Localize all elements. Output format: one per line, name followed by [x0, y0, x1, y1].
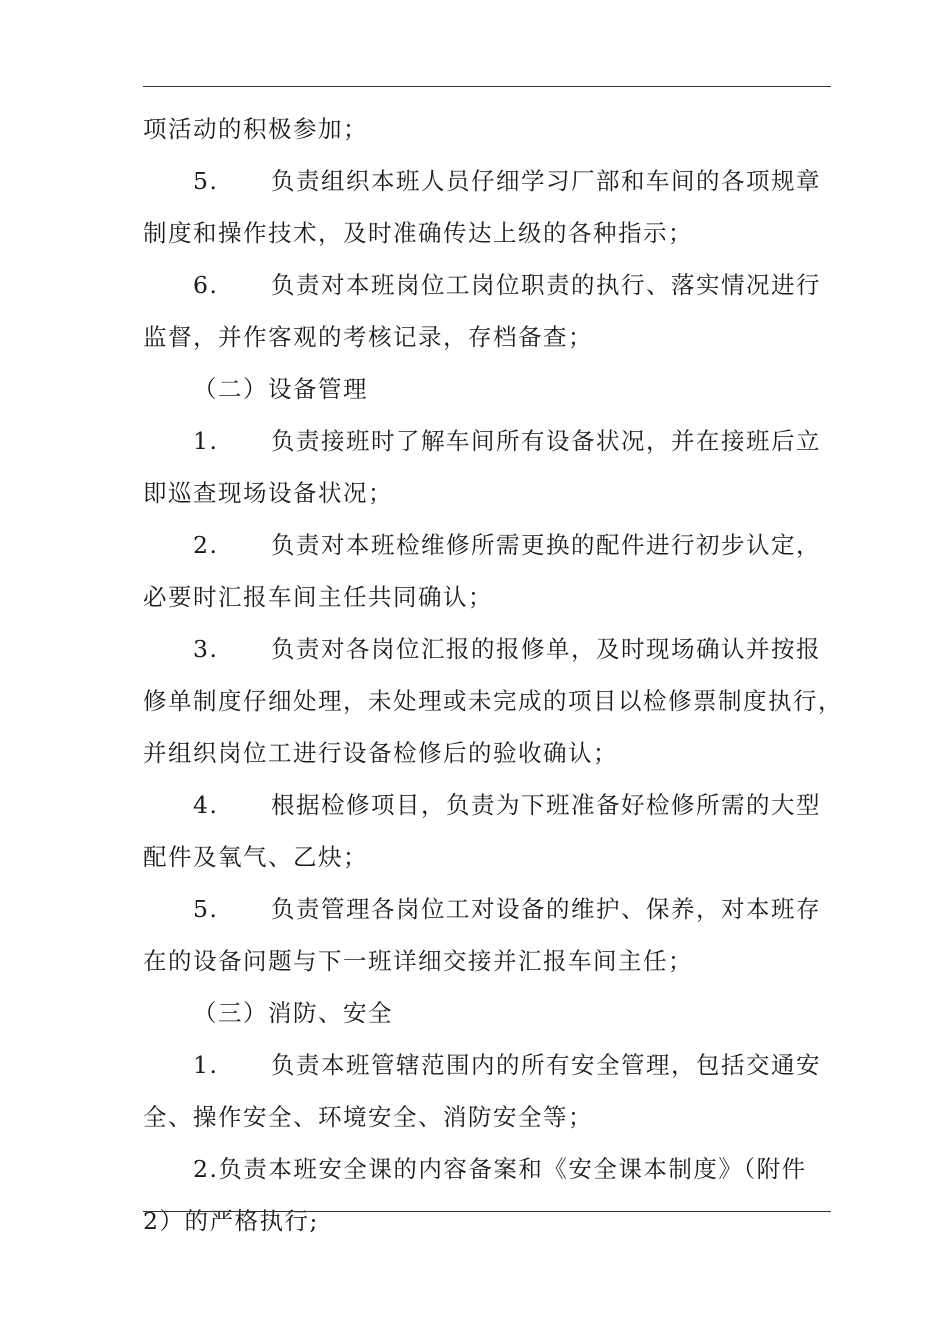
line-text: 负责管理各岗位工对设备的维护、保养，对本班存 [271, 895, 821, 923]
heading-text: （三）消防、安全 [193, 999, 393, 1027]
line-text: 2.负责本班安全课的内容备案和《安全课本制度》（附件 [193, 1155, 807, 1183]
paragraph-line [143, 1092, 831, 1142]
header-rule [143, 86, 831, 87]
line-text: 并组织岗位工进行设备检修后的验收确认； [143, 739, 618, 767]
line-text: 负责对本班检维修所需更换的配件进行初步认定， [271, 531, 821, 559]
line-text: 配件及氧气、乙炔； [143, 843, 368, 871]
item-number: 1. [193, 427, 219, 455]
list-item-line [143, 1144, 831, 1194]
list-item-line [143, 624, 831, 674]
paragraph-line [143, 728, 831, 778]
paragraph-line [143, 832, 831, 882]
paragraph-line [143, 208, 831, 258]
paragraph-line [143, 312, 831, 362]
item-number: 2. [193, 531, 219, 559]
section-heading [143, 364, 831, 414]
line-text: 根据检修项目，负责为下班准备好检修所需的大型 [271, 791, 821, 819]
paragraph-line [143, 676, 843, 726]
line-text: 负责接班时了解车间所有设备状况，并在接班后立 [271, 427, 821, 455]
paragraph-line [143, 1196, 831, 1246]
list-item-line [143, 884, 831, 934]
line-text: 负责对各岗位汇报的报修单，及时现场确认并按报 [271, 635, 821, 663]
paragraph-line [143, 468, 831, 518]
line-text: 2）的严格执行; [143, 1207, 319, 1235]
list-item-line [143, 416, 831, 466]
line-text: 负责本班管辖范围内的所有安全管理，包括交通安 [271, 1051, 821, 1079]
list-item-line [143, 780, 831, 830]
item-number: 5. [193, 167, 219, 195]
line-text: 项活动的积极参加； [143, 115, 368, 143]
line-text: 监督，并作客观的考核记录，存档备查； [143, 323, 593, 351]
section-heading [143, 988, 831, 1038]
paragraph-line [143, 572, 831, 622]
line-text: 即巡查现场设备状况； [143, 479, 393, 507]
line-text: 制度和操作技术，及时准确传达上级的各种指示； [143, 219, 693, 247]
item-number: 3. [193, 635, 219, 663]
line-text: 必要时汇报车间主任共同确认； [143, 583, 493, 611]
item-number: 1. [193, 1051, 219, 1079]
line-text: 负责组织本班人员仔细学习厂部和车间的各项规章 [271, 167, 821, 195]
line-text: 负责对本班岗位工岗位职责的执行、落实情况进行 [271, 271, 821, 299]
heading-text: （二）设备管理 [193, 375, 368, 403]
list-item-line [143, 156, 831, 206]
list-item-line [143, 520, 831, 570]
list-item-line [143, 260, 831, 310]
footer-rule [143, 1211, 831, 1212]
line-text: 全、操作安全、环境安全、消防安全等； [143, 1103, 593, 1131]
item-number: 4. [193, 791, 219, 819]
paragraph-line [143, 104, 831, 154]
list-item-line [143, 1040, 831, 1090]
paragraph-line [143, 936, 831, 986]
line-text: 修单制度仔细处理，未处理或未完成的项目以检修票制度执行， [143, 687, 843, 715]
item-number: 6. [193, 271, 219, 299]
item-number: 5. [193, 895, 219, 923]
line-text: 在的设备问题与下一班详细交接并汇报车间主任； [143, 947, 693, 975]
